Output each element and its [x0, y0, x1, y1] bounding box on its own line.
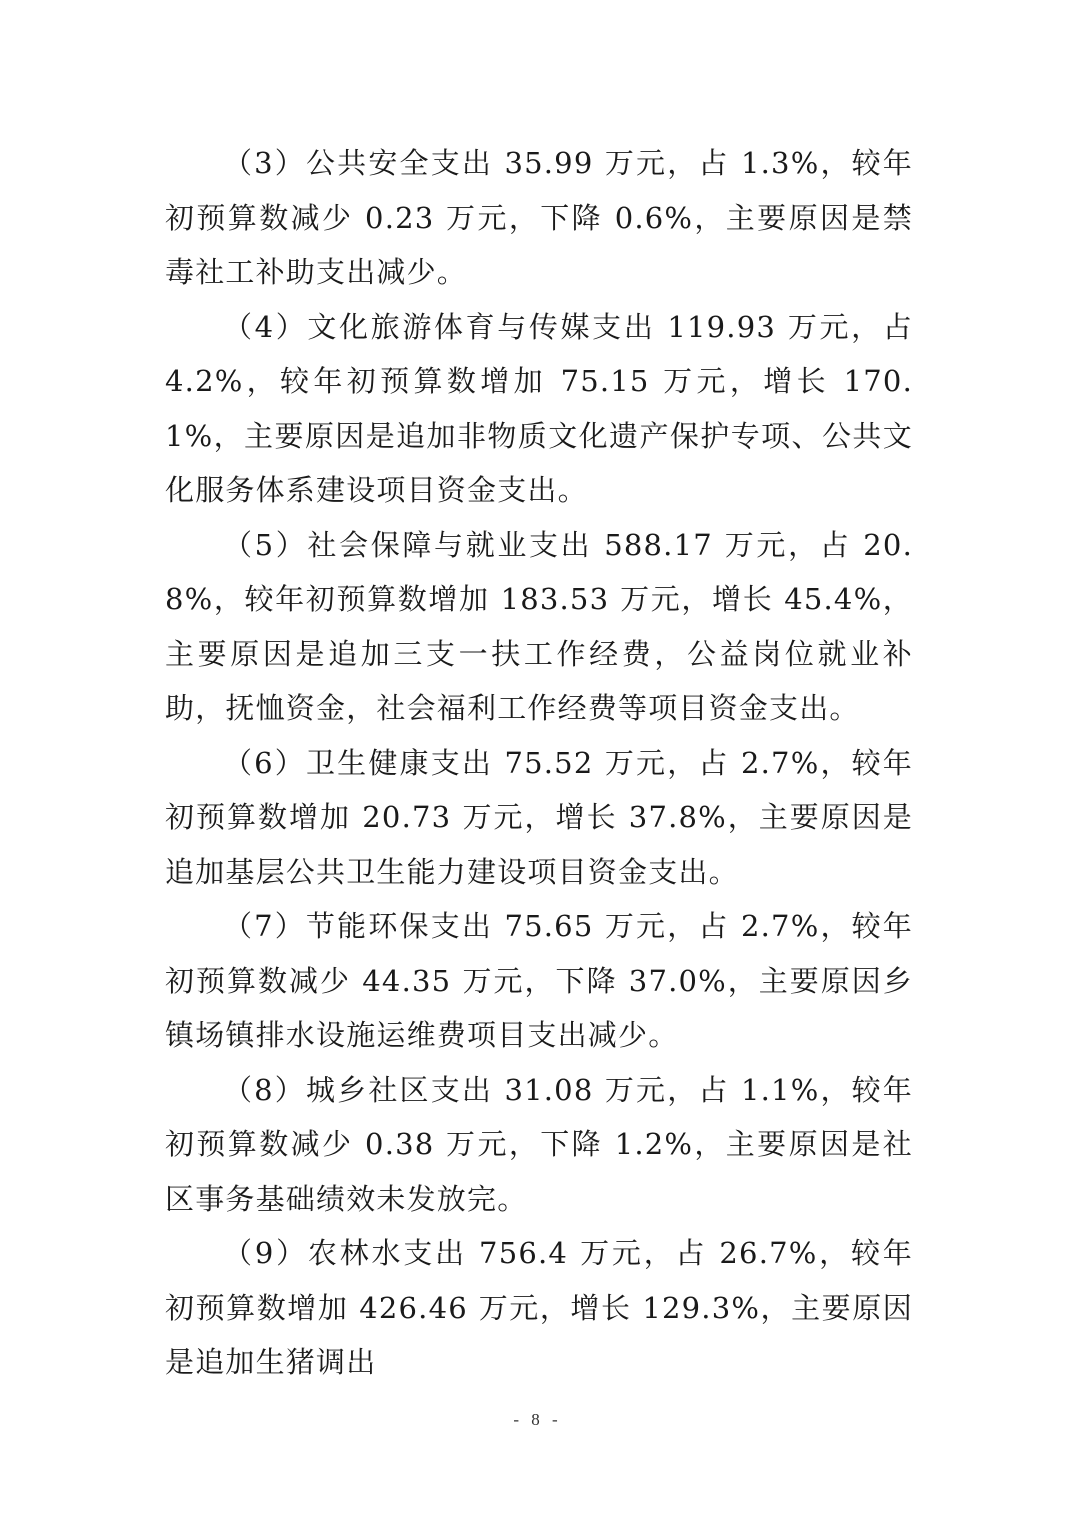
document-body: [165, 136, 913, 1390]
paragraph-health: （6）卫生健康支出 75.52 万元，占 2.7%，较年初预算数增加 20.73 万元，增长 37.8%，主要原因是追加基层公共卫生能力建设项目资金支出。: [165, 745, 913, 889]
paragraph-urban-rural-community: （8）城乡社区支出 31.08 万元，占 1.1%，较年初预算数减少 0.38 万元，下降 1.2%，主要原因是社区事务基础绩效未发放完。: [165, 1072, 913, 1216]
paragraph-culture-tourism: （4）文化旅游体育与传媒支出 119.93 万元，占 4.2%，较年初预算数增加 75.15 万元，增长 170.1%，主要原因是追加非物质文化遗产保护专项、公共文化服务体系建设项目资金支出。: [165, 309, 913, 507]
paragraph-agriculture-forestry-water: （9）农林水支出 756.4 万元，占 26.7%，较年初预算数增加 426.46 万元，增长 129.3%，主要原因是追加生猪调出: [165, 1236, 913, 1379]
paragraph-energy-environment: （7）节能环保支出 75.65 万元，占 2.7%，较年初预算数减少 44.35 万元，下降 37.0%，主要原因乡镇场镇排水设施运维费项目支出减少。: [165, 909, 913, 1052]
paragraph-public-security: （3）公共安全支出 35.99 万元，占 1.3%，较年初预算数减少 0.23 万元，下降 0.6%，主要原因是禁毒社工补助支出减少。: [165, 146, 913, 289]
paragraph-social-security: （5）社会保障与就业支出 588.17 万元，占 20.8%，较年初预算数增加 183.53 万元，增长 45.4%，主要原因是追加三支一扶工作经费，公益岗位就业补助，抚恤资金，社会福利工作经费等项目资金支出。: [165, 527, 913, 725]
page-number: - 8 -: [513, 1410, 562, 1429]
